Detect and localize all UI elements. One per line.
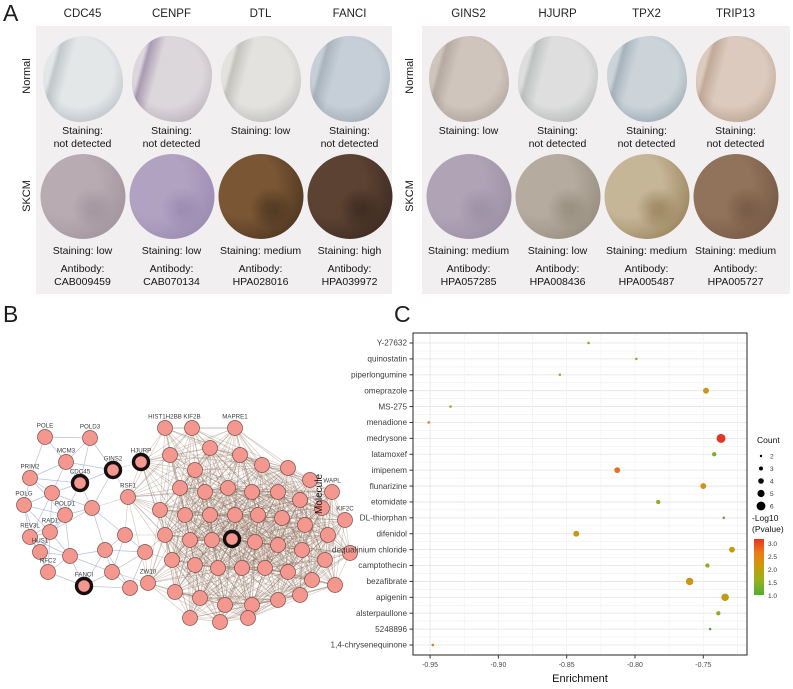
gene-name: HJURP	[538, 8, 577, 20]
y-tick-label: DL-thiorphan	[359, 513, 407, 523]
legend-color-bar	[754, 539, 764, 595]
network-node	[188, 463, 203, 478]
normal-tissue-image	[607, 36, 687, 122]
skcm-tissue-image	[40, 154, 125, 239]
network-node	[245, 485, 260, 500]
network-node	[203, 441, 218, 456]
network-node	[248, 535, 263, 550]
network-node-label: POLD3	[79, 423, 101, 431]
y-tick-label: imipenem	[371, 465, 407, 475]
y-tick-label: flunarizine	[369, 481, 407, 491]
network-hub-node	[77, 579, 92, 594]
x-tick-label: -0.75	[695, 662, 712, 669]
network-node-label: POLE	[36, 422, 54, 430]
network-node-label: CDC45	[69, 468, 91, 476]
network-node	[123, 581, 138, 596]
network-node	[205, 533, 220, 548]
skcm-tissue-image	[515, 154, 600, 239]
legend-color-label: 3.0	[768, 541, 778, 548]
row-label-skcm: SKCM	[21, 180, 33, 212]
skcm-staining-text: Staining: medium	[427, 245, 510, 257]
network-node-label: GINS2	[103, 455, 123, 463]
data-point	[428, 421, 430, 423]
network-node	[118, 528, 133, 543]
legend-size-label: 6	[770, 503, 774, 511]
legend-size-label: 4	[770, 478, 774, 486]
network-node	[203, 508, 218, 523]
antibody-text: Antibody: CAB009459	[54, 263, 111, 288]
network-node-label: REV3L	[20, 522, 40, 530]
network-node	[163, 448, 178, 463]
legend-size-dot	[759, 467, 763, 471]
skcm-staining-text: Staining: medium	[219, 245, 302, 257]
network-node	[218, 598, 233, 613]
skcm-staining-text: Staining: low	[527, 245, 588, 257]
network-node-label: HUS1	[31, 537, 49, 545]
normal-tissue-image	[221, 36, 301, 122]
network-node	[258, 561, 273, 576]
data-point	[700, 483, 706, 489]
data-point	[716, 611, 720, 615]
network-node-label: MAPRE1	[222, 413, 248, 421]
gene-name: TPX2	[632, 8, 661, 20]
network-node-label: ZW10	[139, 568, 157, 576]
network-node	[121, 490, 136, 505]
antibody-text: Antibody: HPA008436	[529, 263, 586, 288]
skcm-tissue-image	[218, 154, 303, 239]
data-point	[635, 358, 637, 360]
network-node	[183, 611, 198, 626]
y-tick-label: bezafibrate	[366, 577, 407, 587]
network-node	[251, 508, 266, 523]
data-point	[587, 342, 589, 344]
network-node-label: WAPL	[323, 477, 341, 485]
network-node	[178, 508, 193, 523]
row-label-skcm: SKCM	[404, 180, 416, 212]
network-node	[158, 421, 173, 436]
legend-color-label: 1.0	[768, 593, 778, 600]
network-hub-node	[106, 463, 121, 478]
network-hub-node	[225, 532, 240, 547]
data-point	[705, 564, 709, 568]
tissue-column-cdc45	[38, 0, 127, 295]
network-node-label: POLG	[15, 490, 33, 498]
x-tick-label: -0.85	[558, 662, 575, 669]
data-point	[559, 374, 561, 376]
network-node	[105, 565, 120, 580]
network-node	[165, 553, 180, 568]
network-node	[45, 486, 60, 501]
normal-tissue-image	[429, 36, 509, 122]
gene-name: CENPF	[152, 8, 191, 20]
y-tick-label: etomidate	[371, 497, 407, 507]
legend-size-dot	[757, 490, 764, 497]
network-node-label: RAD1	[41, 517, 59, 525]
panel-c-label: C	[394, 301, 411, 327]
data-point	[712, 452, 716, 456]
network-hub-node	[73, 476, 88, 491]
legend-color-label: 1.5	[768, 580, 778, 587]
tissue-column-trip13	[691, 0, 780, 295]
network-node	[58, 508, 73, 523]
network-node	[193, 591, 208, 606]
normal-staining-text: Staining: not detected	[706, 125, 765, 150]
y-tick-label: 5248896	[375, 624, 407, 634]
y-tick-label: latamoxef	[371, 449, 407, 459]
legend-color-label: 2.5	[768, 554, 778, 561]
normal-staining-text: Staining: not detected	[142, 125, 201, 150]
antibody-text: Antibody: HPA028016	[232, 263, 289, 288]
x-axis-title: Enrichment	[552, 673, 608, 685]
network-node-label: KIF2B	[183, 413, 201, 421]
y-tick-label: Y-27632	[376, 338, 407, 348]
network-node-label: KIF2C	[336, 505, 354, 513]
normal-staining-text: Staining: not detected	[53, 125, 112, 150]
legend-size-title: Count	[757, 435, 780, 445]
network-node	[168, 585, 183, 600]
network-node	[138, 545, 153, 560]
enrichment-dotplot	[300, 322, 793, 689]
data-point	[656, 500, 660, 504]
network-node-label: FANCI	[74, 571, 94, 579]
network-node-label: PRIM2	[20, 463, 40, 471]
y-tick-label: medrysone	[366, 434, 407, 444]
network-node	[233, 448, 248, 463]
skcm-staining-text: Staining: low	[52, 245, 113, 257]
data-point	[703, 388, 709, 394]
data-point	[686, 578, 693, 585]
y-tick-label: alsterpaullone	[356, 608, 407, 618]
y-tick-label: difenidol	[376, 529, 407, 539]
data-point	[449, 405, 451, 407]
data-point	[614, 467, 620, 473]
network-node	[213, 615, 228, 630]
x-tick-label: -0.95	[422, 662, 439, 669]
network-node	[271, 485, 286, 500]
network-node	[271, 593, 286, 608]
data-point	[573, 531, 579, 537]
network-node	[173, 481, 188, 496]
skcm-staining-text: Staining: high	[317, 245, 382, 257]
gene-name: FANCI	[332, 8, 367, 20]
network-node	[188, 558, 203, 573]
y-axis-title: Molecule	[314, 473, 325, 515]
network-node	[83, 431, 98, 446]
skcm-tissue-image	[129, 154, 214, 239]
y-tick-label: apigenin	[376, 593, 407, 603]
normal-tissue-image	[310, 36, 390, 122]
row-label-normal: Normal	[404, 58, 416, 94]
tissue-column-fanci	[305, 0, 394, 295]
data-point	[709, 628, 711, 630]
data-point	[722, 594, 729, 601]
network-node	[245, 598, 260, 613]
y-tick-label: camptothecin	[358, 561, 407, 571]
panel-b-label: B	[3, 301, 19, 327]
tissue-column-gins2	[424, 0, 513, 295]
normal-staining-text: Staining: not detected	[528, 125, 587, 150]
network-node	[228, 421, 243, 436]
normal-tissue-image	[43, 36, 123, 122]
antibody-text: Antibody: HPA057285	[440, 263, 497, 288]
legend-size-dot	[758, 478, 764, 484]
network-node	[185, 421, 200, 436]
normal-staining-text: Staining: not detected	[320, 125, 379, 150]
panel-a-group-right	[404, 0, 780, 295]
normal-staining-text: Staining: low	[438, 125, 499, 137]
normal-staining-text: Staining: not detected	[617, 125, 676, 150]
legend-size-label: 5	[770, 490, 774, 498]
network-node	[281, 565, 296, 580]
network-node	[198, 485, 213, 500]
network-node	[241, 611, 256, 626]
antibody-text: Antibody: HPA005727	[707, 263, 764, 288]
data-point	[717, 434, 726, 443]
legend-size-label: 3	[770, 465, 774, 473]
network-node-label: RSF1	[120, 482, 136, 490]
network-node	[271, 538, 286, 553]
network-node	[17, 498, 32, 513]
network-node	[23, 471, 38, 486]
y-tick-label: menadione	[366, 418, 407, 428]
network-node	[275, 511, 290, 526]
network-node	[98, 543, 113, 558]
legend-size-dot	[757, 502, 766, 511]
antibody-text: Antibody: CAB070134	[143, 263, 200, 288]
network-node	[211, 561, 226, 576]
row-label-normal: Normal	[21, 58, 33, 94]
network-node	[41, 565, 56, 580]
normal-tissue-image	[518, 36, 598, 122]
legend-color-title2: (Pvalue)	[752, 524, 784, 534]
data-point	[432, 644, 434, 646]
network-node	[235, 561, 250, 576]
network-node	[183, 533, 198, 548]
network-node	[221, 481, 236, 496]
network-node	[255, 458, 270, 473]
antibody-text: Antibody: HPA039972	[321, 263, 378, 288]
normal-tissue-image	[696, 36, 776, 122]
tissue-column-hjurp	[513, 0, 602, 295]
network-node-label: HIST1H2BB	[148, 413, 182, 421]
network-node-label: POLD1	[54, 500, 76, 508]
network-node	[63, 549, 78, 564]
skcm-staining-text: Staining: low	[141, 245, 202, 257]
antibody-text: Antibody: HPA005487	[618, 263, 675, 288]
network-node-label: MCM3	[56, 447, 76, 455]
panel-a-group-left	[21, 0, 394, 295]
gene-name: GINS2	[451, 8, 486, 20]
legend-size-dot	[760, 455, 762, 457]
y-tick-label: 1,4-chrysenequinone	[330, 640, 407, 650]
network-hub-node	[134, 455, 149, 470]
gene-name: TRIP13	[716, 8, 755, 20]
panel-a-label: A	[3, 0, 19, 26]
y-tick-label: dequalinium chloride	[331, 545, 407, 555]
network-node	[141, 576, 156, 591]
x-tick-label: -0.90	[490, 662, 507, 669]
network-node	[85, 501, 100, 516]
skcm-tissue-image	[426, 154, 511, 239]
skcm-tissue-image	[604, 154, 689, 239]
network-node	[59, 455, 74, 470]
network-node	[281, 461, 296, 476]
gene-name: DTL	[249, 8, 272, 20]
network-node	[228, 508, 243, 523]
x-tick-label: -0.80	[626, 662, 643, 669]
data-point	[729, 547, 735, 553]
network-node-label: HJURP	[130, 447, 152, 455]
skcm-tissue-image	[307, 154, 392, 239]
y-tick-label: MS-275	[378, 402, 407, 412]
normal-staining-text: Staining: low	[230, 125, 291, 137]
normal-tissue-image	[132, 36, 212, 122]
network-node-label: RFC2	[39, 557, 57, 565]
data-point	[723, 517, 725, 519]
legend-color-label: 2.0	[768, 567, 778, 574]
skcm-staining-text: Staining: medium	[605, 245, 688, 257]
network-node	[38, 430, 53, 445]
legend-color-title: -Log10	[752, 513, 779, 523]
tissue-column-dtl	[216, 0, 305, 295]
gene-name: CDC45	[63, 8, 102, 20]
skcm-tissue-image	[693, 154, 778, 239]
network-node	[153, 503, 168, 518]
y-tick-label: omeprazole	[364, 386, 407, 396]
y-tick-label: piperlongumine	[351, 370, 407, 380]
tissue-column-tpx2	[602, 0, 691, 295]
tissue-column-cenpf	[127, 0, 216, 295]
skcm-staining-text: Staining: medium	[694, 245, 777, 257]
network-node	[158, 528, 173, 543]
legend-size-label: 2	[770, 453, 774, 461]
y-tick-label: quinostatin	[367, 354, 407, 364]
